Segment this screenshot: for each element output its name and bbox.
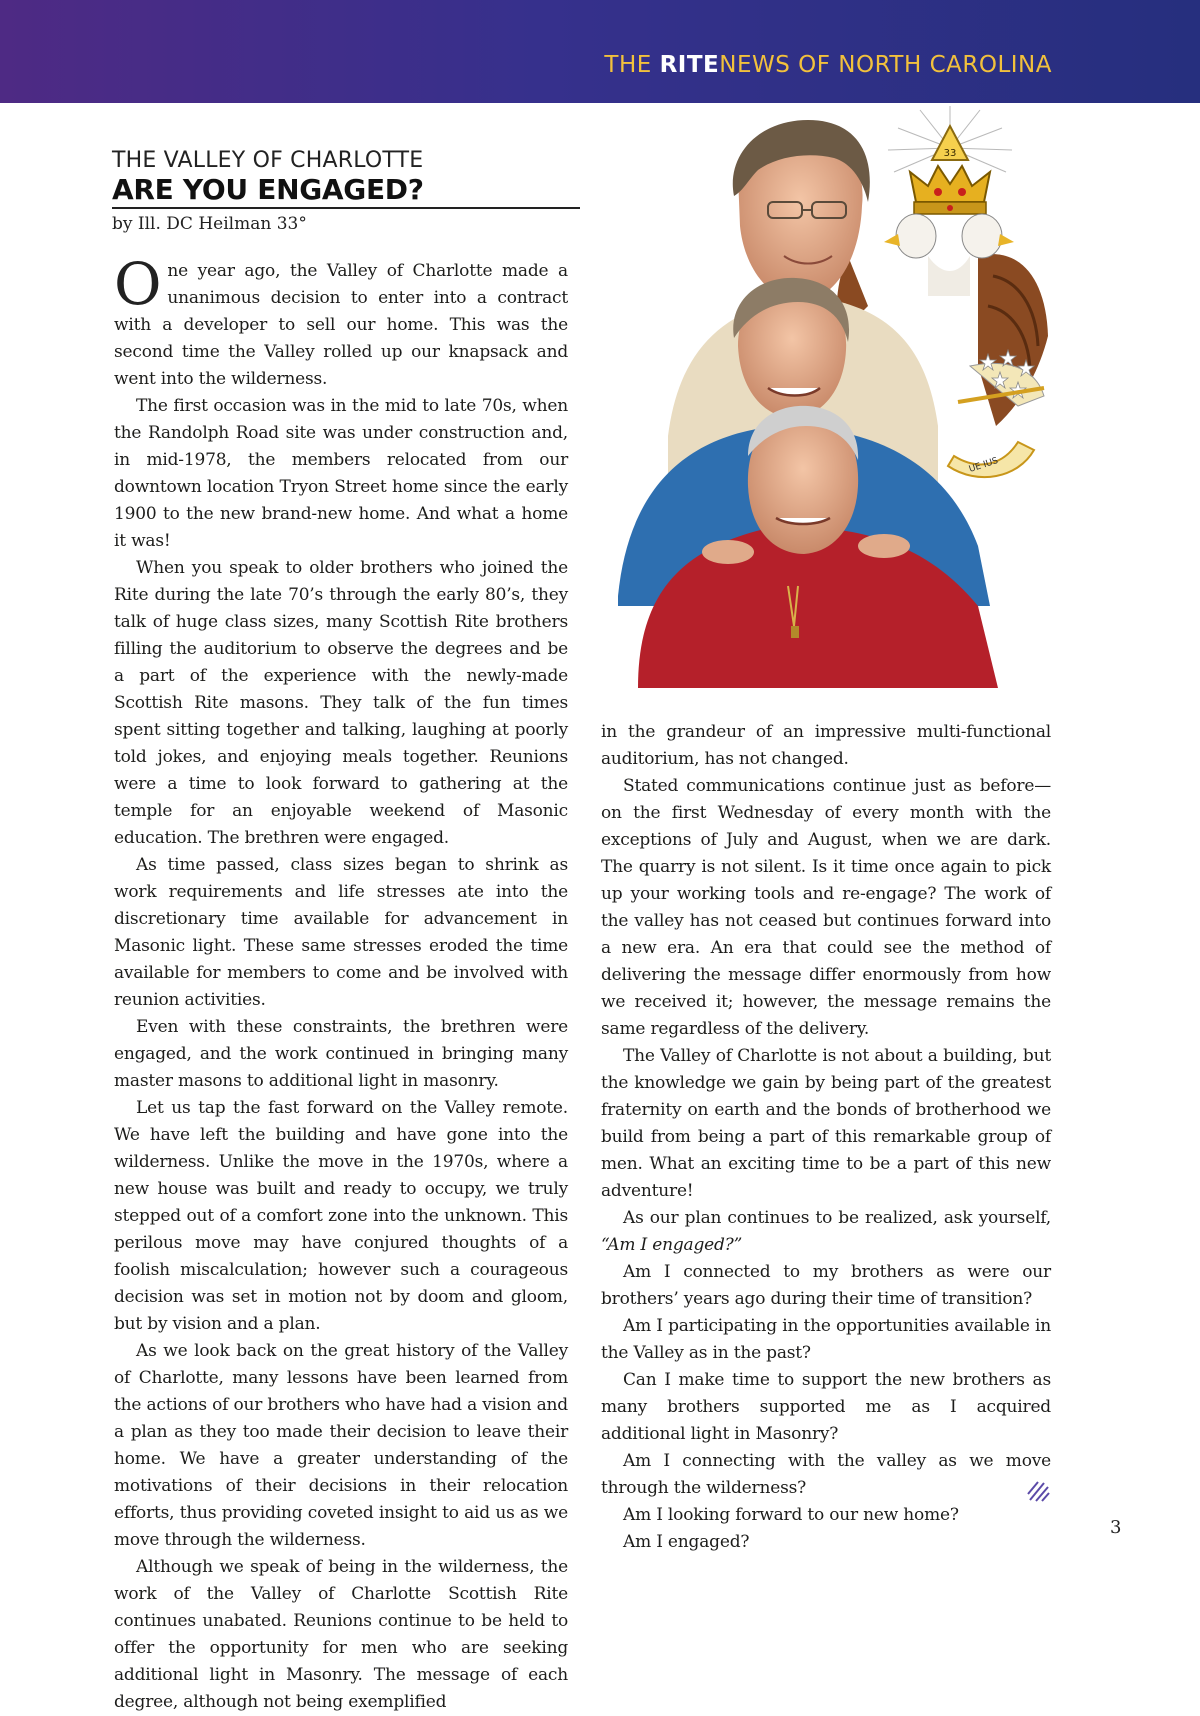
article-byline: by Ill. DC Heilman 33° bbox=[112, 214, 307, 234]
article-paragraph: The first occasion was in the mid to late 70s, when the Randolph Road site was under construction and, in mid-1978, the members relocated from our downtown location Tryon Street home since the early 1900 to the new brand-new home. And what a home it was! bbox=[114, 396, 568, 551]
article-paragraph: Even with these constraints, the brethren were engaged, and the work continued in bringing many master masons to additional light in masonry. bbox=[114, 1017, 568, 1091]
article-question: Can I make time to support the new brothers as many brothers supported me as I acquired additional light in Masonry? bbox=[601, 1370, 1051, 1444]
quoted-question: “Am I engaged?” bbox=[601, 1235, 743, 1255]
article-paragraph: As time passed, class sizes began to shrink as work requirements and life stresses ate into the discretionary time available for advancement in Masonic light. These same stresses eroded the time available for members to come and be involved with reunion activities. bbox=[114, 855, 568, 1010]
article-question: Am I participating in the opportunities available in the Valley as in the past? bbox=[601, 1316, 1051, 1363]
article-question: Am I looking forward to our new home? bbox=[623, 1505, 959, 1525]
svg-text:UE IUS: UE IUS bbox=[967, 456, 1000, 475]
article-paragraph: Let us tap the fast forward on the Valley remote. We have left the building and have gone into the wilderness. Unlike the move in the 1970s, where a new house was built and ready to occupy, we truly stepped out of a comfort zone into the unknown. This perilous move may have conjured thoughts of a foolish miscalculation; however such a courageous decision was set in motion not by doom and gloom, but by vision and a plan. bbox=[114, 1098, 568, 1334]
end-mark-icon bbox=[1026, 1480, 1050, 1502]
article-paragraph: in the grandeur of an impressive multi-functional auditorium, has not changed. bbox=[601, 722, 1051, 769]
article-paragraph: One year ago, the Valley of Charlotte made a unanimous decision to enter into a contract with a developer to sell our home. This was the second time the Valley rolled up our knapsack and went into the wilderness. bbox=[114, 250, 568, 389]
article-paragraph: As we look back on the great history of the Valley of Charlotte, many lessons have been learned from the actions of our brothers who have had a vision and a plan as they too made their decision to leave their home. We have a greater understanding of the motivations of their decisions in their relocation efforts, thus providing coveted insight to aid us as we move through the wilderness. bbox=[114, 1341, 568, 1550]
article-header bbox=[112, 148, 580, 235]
article-question: Am I connected to my brothers as were our brothers’ years ago during their time of transition? bbox=[601, 1262, 1051, 1309]
drop-cap: O bbox=[114, 250, 162, 318]
article-question: Am I connecting with the valley as we move through the wilderness? bbox=[601, 1451, 1051, 1498]
article-column-right bbox=[601, 719, 1051, 1556]
page-number: 3 bbox=[1110, 1517, 1122, 1538]
crown-icon bbox=[910, 166, 990, 214]
masthead bbox=[0, 0, 1200, 103]
photo-three-brothers bbox=[598, 106, 1048, 688]
article-headline: ARE YOU ENGAGED? bbox=[112, 174, 580, 209]
article-paragraph: Although we speak of being in the wilderness, the work of the Valley of Charlotte Scottish Rite continues unabated. Reunions continue to be held to offer the opportunity for men who are seeking additional light in Masonry. The message of each degree, although not being exemplified bbox=[114, 1557, 568, 1712]
svg-text:33: 33 bbox=[943, 148, 957, 159]
publication-title: THE RITENEWS OF NORTH CAROLINA bbox=[604, 52, 1052, 78]
article-column-left bbox=[114, 250, 568, 1716]
article-paragraph: The Valley of Charlotte is not about a building, but the knowledge we gain by being part of the greatest fraternity on earth and the bonds of brotherhood we build from being a part of this remarkable group of men. What an exciting time to be a part of this new adventure! bbox=[601, 1046, 1051, 1201]
article-question: Am I engaged? bbox=[623, 1532, 750, 1552]
publication-title-bold: RITE bbox=[659, 52, 720, 78]
article-paragraph: As our plan continues to be realized, ask yourself, “Am I engaged?” bbox=[601, 1208, 1051, 1255]
article-paragraph: Stated communications continue just as before—on the first Wednesday of every month with the exceptions of July and August, when we are dark. The quarry is not silent. Is it time once again to pick up your working tools and re-engage? The work of the valley has not ceased but continues forward into a new era. An era that could see the method of delivering the message differ enormously from how we received it; however, the message remains the same regardless of the delivery. bbox=[601, 776, 1051, 1039]
article-paragraph: When you speak to older brothers who joined the Rite during the late 70’s through the early 80’s, they talk of huge class sizes, many Scottish Rite brothers filling the auditorium to observe the degrees and be a part of the experience with the newly-made Scottish Rite masons. They talk of the fun times spent sitting together and talking, laughing at poorly told jokes, and enjoying meals together. Reunions were a time to look forward to gathering at the temple for an enjoyable weekend of Masonic education. The brethren were engaged. bbox=[114, 558, 568, 848]
article-kicker: THE VALLEY OF CHARLOTTE bbox=[112, 148, 424, 173]
